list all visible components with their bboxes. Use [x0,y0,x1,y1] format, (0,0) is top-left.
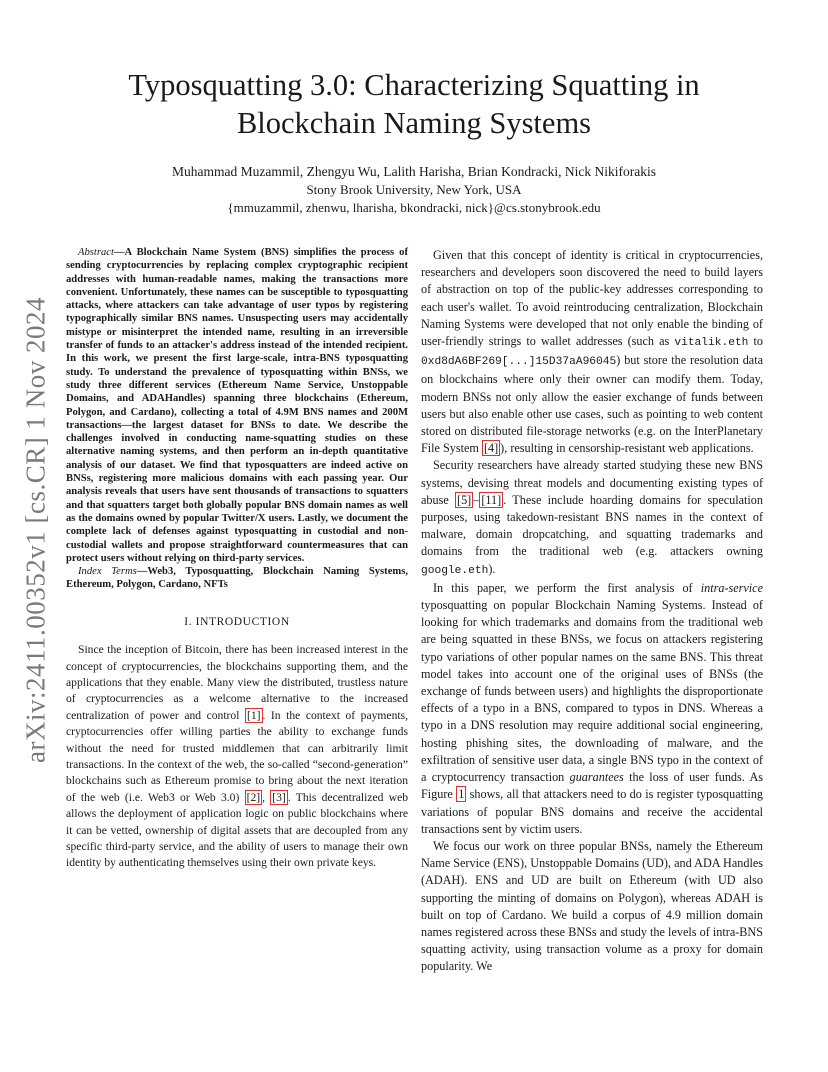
p3-text-b: . These include hoarding domains for speculation purposes, using takedown-resistant BNS names in the context of malware, domain dropcatching, and squatting trademarks and domains from the traditional web (e.g. attackers owning [421,492,763,559]
citation-link-1[interactable]: [1] [246,708,261,722]
abstract [66,246,408,592]
citation-link-2[interactable]: [2] [246,790,261,804]
intro-paragraph-3 [421,457,763,579]
citation-range-dash: – [473,492,480,507]
author-emails: {mmuzammil, zhenwu, lharisha, bkondracki, nick}@cs.stonybrook.edu [227,200,601,215]
title-line-1: Typosquatting 3.0: Characterizing Squatting in [128,68,700,102]
abstract-lead: Abstract [78,247,114,258]
intro-paragraph-5 [421,838,763,976]
citation-link-11[interactable]: [11] [481,492,502,507]
affiliation: Stony Brook University, New York, USA [306,182,522,197]
abstract-text: —A Blockchain Name System (BNS) simplifies the process of sending cryptocurrencies by replacing complex cryptographic recipient addresses with human-readable names, making the transactions more convenient. Unfortunately, these names can be susceptible to typosquatting attacks, where attackers can take advantage of user typos by registering typographically similar BNS names. Unsuspecting users may accidentally mistype or misinterpret the intended name, resulting in an irreversible transfer of funds to an attacker's address instead of the intended recipient. In this work, we present the first large-scale, intra-BNS typosquatting study. To understand the prevalence of typosquatting within BNSs, we study three different services (Ethereum Name Service, Unstoppable Domains, and ADAHandles) spanning three blockchains (Ethereum, Polygon, and Cardano), collecting a total of 4.9M BNS names and 200M transactions—the largest dataset for BNSs to date. We describe the challenges involved in conducting name-squatting studies on these alternative naming systems, and then perform an in-depth quantitative analysis of our dataset. We find that typosquatters are indeed active on BNSs, registering more malicious domains with each passing year. Our analysis reveals that users have sent thousands of transactions to squatters and that squatters target both globally popular BNS domain names as well as the domains owned by popular Twitter/X users. Lastly, we document the complete lack of defenses against typosquatting in custodial and non-custodial wallets and propose straightforward countermeasures that can protect users without relying on third-party services. [66,247,408,564]
p4-emphasis-guarantees: guarantees [569,770,624,785]
intro-paragraph-4 [421,580,763,838]
p3-text-a: Security researchers have already started studying these new BNS systems, devising threat models and documenting existing types of abuse [421,458,763,507]
intro-paragraph-2 [421,247,763,457]
citation-link-3[interactable]: [3] [272,790,286,804]
author-list: Muhammad Muzammil, Zhengyu Wu, Lalith Harisha, Brian Kondracki, Nick Nikiforakis [172,164,656,179]
p3-text-c: ). [488,561,496,576]
figure-link-1[interactable]: 1 [458,787,465,802]
p4-text-c: the loss of user funds. As Figure [421,770,764,802]
paper-title [60,66,768,142]
p4-text-a: In this paper, we perform the first analysis of [433,580,701,595]
p4-emphasis-intra-service: intra-service [700,580,763,595]
p2-text-c: ) but store the resolution data on blockchains where only their owner can modify them. Today, modern BNSs not only allow the easier exchange of funds between users but also enable other use cases, such as pointing to web content stored on distributed file-storage networks (e.g. on the InterPlanetary File System [421,353,763,456]
arxiv-identifier-text: arXiv:2411.00352v1 [cs.CR] 1 Nov 2024 [20,297,51,763]
p2-text-b: to [748,334,763,349]
p5-text-a: We focus our work on three popular BNSs, namely the Ethereum Name Service (ENS), Unstoppable Domains (UD), and ADA Handles (ADAH). ENS and UD are built on Ethereum (with UD also supporting the minting of domains on Polygon), whereas ADAH is built on top of Cardano. We build a corpus of 4.9 million domain names registered across these BNSs and study the levels of intra-BNS squatting activity, using transaction volume as a proxy for domain popularity. We [421,838,763,974]
p1-text-d: . This decentralized web allows the deployment of application logic on public blockchains where it can be vetted, ownership of digital assets that are decoupled from any specific third-party service, and the ability of users to manage their own identity by authenticating themselves using their own private keys. [66,790,409,870]
intro-paragraph-1 [66,642,408,872]
citation-link-4[interactable]: [4] [483,441,499,456]
right-column [421,247,763,976]
ens-name-example: vitalik.eth [674,337,749,350]
p2-text-a: Given that this concept of identity is critical in cryptocurrencies, researchers and developers soon discovered the need to build layers of abstraction on top of the public-key addresses corresponding to each user's wallet. To avoid reintroducing centralization, Blockchain Naming Systems were developed that not only enable the binding of user-friendly strings to wallet addresses (such as [421,248,763,349]
title-line-2: Blockchain Naming Systems [236,106,592,140]
p2-text-d: ), resulting in censorship-resistant web applications. [500,441,754,456]
p1-text-b: . In the context of payments, cryptocurrencies offer willing parties the ability to exchange funds without the need for trusted middlemen that can arbitrarily limit transactions. In the context of the web, the so-called “second-generation” blockchains such as Ethereum promise to bring about the next iteration of the web (i.e. Web3 or Web 3.0) [66,708,408,804]
p4-text-d: shows, all that attackers need to do is register typosquatting variations of popular BNS domains and receive the accidental transactions sent by victim users. [421,787,764,836]
arxiv-identifier [16,290,56,770]
index-terms-lead: Index Terms [78,566,137,578]
p4-text-b: typosquatting on popular Blockchain Naming Systems. Instead of looking for which trademarks and domains from the traditional web are being squatted in these BNSs, we focus on attackers registering typo variations of other popular names on the same BNS. This threat model takes into account one of the original uses of BNSs (the exchange of funds between users) and highlights the disproportionate effects of a typo in a BNS, compared to typos in DNS. Whereas a typo in a DNS resolution may require additional social engineering, hosting phishing sites, the downloading of malware, and the exfiltration of sensitive user data, a single BNS typo in the context of a cryptocurrency transaction [421,598,763,785]
citation-link-5[interactable]: [5] [457,492,472,507]
p1-text-a: Since the inception of Bitcoin, there has been increased interest in the concept of cryptocurrencies, the blockchains supporting them, and the applications that they enable. Many view the distributed, trustless nature of cryptocurrencies as a welcome alternative to the increased centralization of power and control [66,643,408,722]
left-column [66,246,408,872]
index-terms-text: —Web3, Typosquatting, Blockchain Naming Systems, Ethereum, Polygon, Cardano, NFTs [66,566,408,591]
wallet-address-example: 0xd8dA6BF269[...]15D37aA96045 [421,356,617,369]
section-heading-introduction: I. INTRODUCTION [184,615,290,628]
p1-text-c: , [262,790,271,804]
squatted-domain-example: google.eth [421,564,489,577]
